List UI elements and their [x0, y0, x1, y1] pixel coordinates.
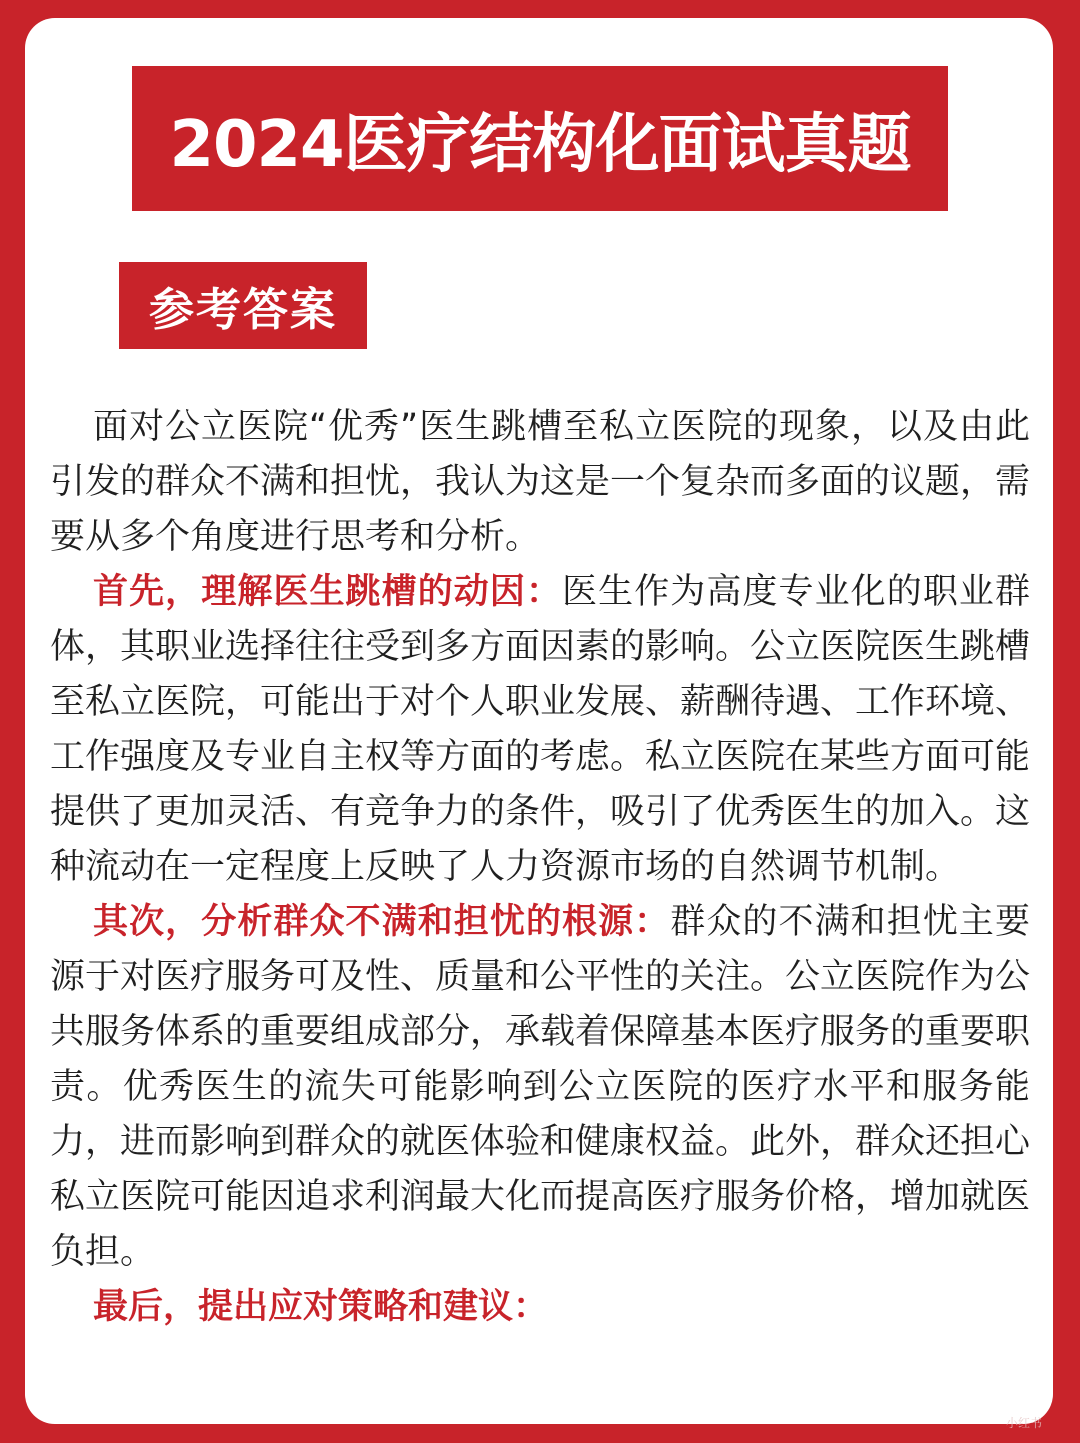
paragraph-second	[50, 895, 1030, 1280]
paragraph-first	[50, 565, 1030, 895]
paragraph-last-heading: 最后，提出应对策略和建议：	[93, 1287, 549, 1327]
reference-answer-tag	[119, 262, 367, 349]
paragraph-first-text: 医生作为高度专业化的职业群体，其职业选择往往受到多方面因素的影响。公立医院医生跳槽至私立医院，可能出于对个人职业发展、薪酬待遇、工作环境、工作强度及专业自主权等方面的考虑。私立医院在某些方面可能提供了更加灵活、有竞争力的条件，吸引了优秀医生的加入。这种流动在一定程度上反映了人力资源市场的自然调节机制。	[50, 572, 1031, 887]
reference-answer-label: 参考答案	[148, 283, 337, 336]
title-banner	[132, 66, 948, 211]
answer-body	[50, 400, 1030, 1335]
paragraph-second-heading: 其次，分析群众不满和担忧的根源：	[93, 902, 671, 942]
paragraph-last	[50, 1280, 1030, 1335]
watermark: 小红书	[1005, 1416, 1042, 1430]
paragraph-first-heading: 首先，理解医生跳槽的动因：	[93, 572, 563, 612]
paragraph-second-text: 群众的不满和担忧主要源于对医疗服务可及性、质量和公平性的关注。公立医院作为公共服务体系的重要组成部分，承载着保障基本医疗服务的重要职责。优秀医生的流失可能影响到公立医院的医疗水平和服务能力，进而影响到群众的就医体验和健康权益。此外，群众还担心私立医院可能因追求利润最大化而提高医疗服务价格，增加就医负担。	[50, 902, 1031, 1272]
page-title: 2024医疗结构化面试真题	[169, 107, 911, 182]
paragraph-intro	[50, 400, 1030, 565]
paragraph-intro-text: 面对公立医院“优秀”医生跳槽至私立医院的现象，以及由此引发的群众不满和担忧，我认为这是一个复杂而多面的议题，需要从多个角度进行思考和分析。	[50, 407, 1031, 557]
